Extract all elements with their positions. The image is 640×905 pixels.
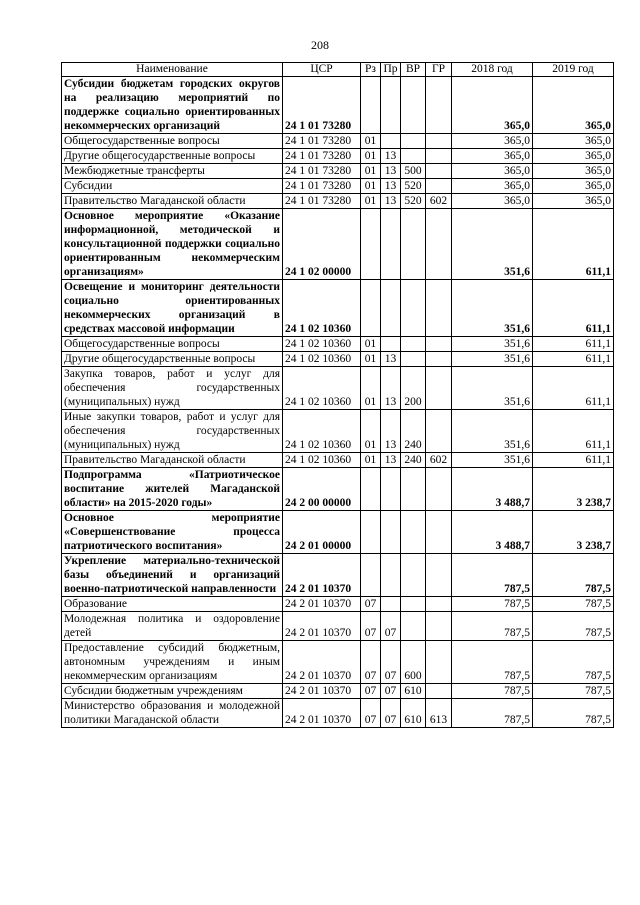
row-name: Субсидии бюджетным учреждениям bbox=[62, 684, 283, 699]
row-gr bbox=[426, 367, 452, 410]
row-csr: 24 2 01 10370 bbox=[283, 699, 361, 728]
table-row bbox=[62, 453, 614, 468]
row-csr: 24 1 01 73280 bbox=[283, 149, 361, 164]
row-name: Другие общегосударственные вопросы bbox=[62, 352, 283, 367]
row-gr bbox=[426, 164, 452, 179]
row-2018: 787,5 bbox=[452, 612, 533, 641]
row-rz bbox=[361, 468, 381, 511]
row-vr: 520 bbox=[401, 194, 426, 209]
row-vr bbox=[401, 554, 426, 597]
row-2019: 3 238,7 bbox=[533, 511, 614, 554]
row-pr bbox=[381, 337, 401, 352]
row-2019: 611,1 bbox=[533, 280, 614, 337]
row-gr: 602 bbox=[426, 453, 452, 468]
row-pr: 13 bbox=[381, 149, 401, 164]
row-2018: 787,5 bbox=[452, 554, 533, 597]
row-csr: 24 1 01 73280 bbox=[283, 194, 361, 209]
row-2018: 787,5 bbox=[452, 684, 533, 699]
row-gr: 602 bbox=[426, 194, 452, 209]
row-pr: 13 bbox=[381, 164, 401, 179]
row-2018: 3 488,7 bbox=[452, 468, 533, 511]
row-2018: 787,5 bbox=[452, 699, 533, 728]
row-vr bbox=[401, 134, 426, 149]
row-pr bbox=[381, 468, 401, 511]
row-2019: 787,5 bbox=[533, 597, 614, 612]
header-2018: 2018 год bbox=[452, 63, 533, 77]
row-csr: 24 1 02 00000 bbox=[283, 209, 361, 280]
row-vr bbox=[401, 209, 426, 280]
row-pr bbox=[381, 280, 401, 337]
row-2019: 365,0 bbox=[533, 194, 614, 209]
row-name: Общегосударственные вопросы bbox=[62, 134, 283, 149]
row-2018: 365,0 bbox=[452, 77, 533, 134]
row-csr: 24 1 02 10360 bbox=[283, 367, 361, 410]
table-row bbox=[62, 468, 614, 511]
row-gr bbox=[426, 77, 452, 134]
table-row bbox=[62, 554, 614, 597]
row-pr: 13 bbox=[381, 352, 401, 367]
row-name: Субсидии bbox=[62, 179, 283, 194]
table-row bbox=[62, 367, 614, 410]
row-2018: 351,6 bbox=[452, 280, 533, 337]
row-2019: 365,0 bbox=[533, 149, 614, 164]
header-csr: ЦСР bbox=[283, 63, 361, 77]
row-rz: 07 bbox=[361, 641, 381, 684]
row-gr bbox=[426, 134, 452, 149]
row-rz: 01 bbox=[361, 337, 381, 352]
row-2018: 787,5 bbox=[452, 597, 533, 612]
row-2018: 351,6 bbox=[452, 352, 533, 367]
row-name: Закупка товаров, работ и услуг для обеспечения государственных (муниципальных) нужд bbox=[62, 367, 283, 410]
row-csr: 24 2 01 10370 bbox=[283, 597, 361, 612]
row-name: Общегосударственные вопросы bbox=[62, 337, 283, 352]
row-rz bbox=[361, 209, 381, 280]
table-row bbox=[62, 699, 614, 728]
row-pr bbox=[381, 209, 401, 280]
table-row bbox=[62, 134, 614, 149]
row-rz bbox=[361, 77, 381, 134]
row-name: Правительство Магаданской области bbox=[62, 453, 283, 468]
header-pr: Пр bbox=[381, 63, 401, 77]
row-2019: 611,1 bbox=[533, 410, 614, 453]
row-gr bbox=[426, 468, 452, 511]
row-2019: 787,5 bbox=[533, 612, 614, 641]
row-csr: 24 1 01 73280 bbox=[283, 77, 361, 134]
row-2018: 351,6 bbox=[452, 453, 533, 468]
row-vr: 200 bbox=[401, 367, 426, 410]
row-csr: 24 1 02 10360 bbox=[283, 352, 361, 367]
table-row bbox=[62, 641, 614, 684]
table-row bbox=[62, 194, 614, 209]
row-2018: 351,6 bbox=[452, 209, 533, 280]
row-rz: 01 bbox=[361, 194, 381, 209]
header-2019: 2019 год bbox=[533, 63, 614, 77]
table-row bbox=[62, 612, 614, 641]
row-name: Молодежная политика и оздоровление детей bbox=[62, 612, 283, 641]
row-2018: 365,0 bbox=[452, 164, 533, 179]
row-vr: 520 bbox=[401, 179, 426, 194]
row-csr: 24 2 01 10370 bbox=[283, 641, 361, 684]
row-pr: 13 bbox=[381, 410, 401, 453]
row-name: Образование bbox=[62, 597, 283, 612]
row-2019: 611,1 bbox=[533, 209, 614, 280]
row-2019: 365,0 bbox=[533, 134, 614, 149]
row-pr bbox=[381, 134, 401, 149]
row-rz: 01 bbox=[361, 164, 381, 179]
row-2019: 611,1 bbox=[533, 352, 614, 367]
row-pr: 07 bbox=[381, 684, 401, 699]
row-rz: 07 bbox=[361, 612, 381, 641]
row-csr: 24 1 02 10360 bbox=[283, 280, 361, 337]
table-row bbox=[62, 77, 614, 134]
row-2018: 3 488,7 bbox=[452, 511, 533, 554]
row-pr: 13 bbox=[381, 367, 401, 410]
row-2018: 365,0 bbox=[452, 194, 533, 209]
row-gr bbox=[426, 209, 452, 280]
row-rz bbox=[361, 280, 381, 337]
row-vr: 240 bbox=[401, 410, 426, 453]
row-csr: 24 1 01 73280 bbox=[283, 134, 361, 149]
row-name: Укрепление материально-технической базы объединений и организаций военно-патриотической направленности bbox=[62, 554, 283, 597]
row-gr bbox=[426, 641, 452, 684]
row-gr bbox=[426, 597, 452, 612]
row-2019: 3 238,7 bbox=[533, 468, 614, 511]
row-2018: 365,0 bbox=[452, 149, 533, 164]
row-name: Межбюджетные трансферты bbox=[62, 164, 283, 179]
row-name: Иные закупки товаров, работ и услуг для обеспечения государственных (муниципальных) нужд bbox=[62, 410, 283, 453]
header-row bbox=[62, 63, 614, 77]
row-vr bbox=[401, 77, 426, 134]
row-2018: 787,5 bbox=[452, 641, 533, 684]
budget-table bbox=[61, 62, 614, 728]
row-gr bbox=[426, 179, 452, 194]
row-name: Предоставление субсидий бюджетным, автономным учреждениям и иным некоммерческим организациям bbox=[62, 641, 283, 684]
row-vr bbox=[401, 337, 426, 352]
table-row bbox=[62, 597, 614, 612]
row-csr: 24 2 01 10370 bbox=[283, 612, 361, 641]
row-rz bbox=[361, 554, 381, 597]
row-csr: 24 2 00 00000 bbox=[283, 468, 361, 511]
row-vr bbox=[401, 352, 426, 367]
table-row bbox=[62, 149, 614, 164]
row-2019: 787,5 bbox=[533, 684, 614, 699]
row-rz: 01 bbox=[361, 134, 381, 149]
row-rz: 01 bbox=[361, 352, 381, 367]
row-rz: 01 bbox=[361, 149, 381, 164]
row-rz bbox=[361, 511, 381, 554]
row-name: Освещение и мониторинг деятельности социально ориентированных некоммерческих организаций в средствах массовой информации bbox=[62, 280, 283, 337]
row-pr bbox=[381, 77, 401, 134]
row-pr: 13 bbox=[381, 179, 401, 194]
table-row bbox=[62, 410, 614, 453]
row-pr bbox=[381, 554, 401, 597]
page-number: 208 bbox=[311, 38, 329, 52]
row-2019: 365,0 bbox=[533, 179, 614, 194]
header-vr: ВР bbox=[401, 63, 426, 77]
row-name: Министерство образования и молодежной политики Магаданской области bbox=[62, 699, 283, 728]
header-rz: Рз bbox=[361, 63, 381, 77]
row-csr: 24 1 01 73280 bbox=[283, 164, 361, 179]
table-row bbox=[62, 209, 614, 280]
row-2018: 365,0 bbox=[452, 179, 533, 194]
row-name: Правительство Магаданской области bbox=[62, 194, 283, 209]
row-vr bbox=[401, 280, 426, 337]
row-rz: 01 bbox=[361, 367, 381, 410]
row-gr bbox=[426, 352, 452, 367]
row-2019: 787,5 bbox=[533, 641, 614, 684]
row-2019: 611,1 bbox=[533, 367, 614, 410]
row-2019: 611,1 bbox=[533, 337, 614, 352]
table-row bbox=[62, 164, 614, 179]
row-gr bbox=[426, 410, 452, 453]
header-gr: ГР bbox=[426, 63, 452, 77]
table-row bbox=[62, 179, 614, 194]
row-pr: 13 bbox=[381, 453, 401, 468]
row-pr: 13 bbox=[381, 194, 401, 209]
row-2018: 365,0 bbox=[452, 134, 533, 149]
row-vr: 500 bbox=[401, 164, 426, 179]
row-2019: 787,5 bbox=[533, 699, 614, 728]
row-vr: 610 bbox=[401, 699, 426, 728]
row-gr bbox=[426, 337, 452, 352]
row-rz: 07 bbox=[361, 699, 381, 728]
row-rz: 01 bbox=[361, 410, 381, 453]
row-gr: 613 bbox=[426, 699, 452, 728]
row-vr: 600 bbox=[401, 641, 426, 684]
table-body bbox=[62, 77, 614, 728]
row-name: Субсидии бюджетам городских округов на реализацию мероприятий по поддержке социально ориентированных некоммерческих организаций bbox=[62, 77, 283, 134]
row-pr: 07 bbox=[381, 699, 401, 728]
row-2018: 351,6 bbox=[452, 410, 533, 453]
row-pr bbox=[381, 511, 401, 554]
row-2018: 351,6 bbox=[452, 337, 533, 352]
row-csr: 24 2 01 10370 bbox=[283, 554, 361, 597]
table-row bbox=[62, 280, 614, 337]
row-vr bbox=[401, 612, 426, 641]
row-vr bbox=[401, 597, 426, 612]
row-gr bbox=[426, 684, 452, 699]
row-csr: 24 1 02 10360 bbox=[283, 337, 361, 352]
row-gr bbox=[426, 554, 452, 597]
row-vr: 610 bbox=[401, 684, 426, 699]
row-2019: 365,0 bbox=[533, 164, 614, 179]
row-gr bbox=[426, 511, 452, 554]
row-csr: 24 2 01 10370 bbox=[283, 684, 361, 699]
row-pr: 07 bbox=[381, 612, 401, 641]
row-name: Основное мероприятие «Оказание информационной, методической и консультационной поддержки социально ориентированным некоммерческим организациям» bbox=[62, 209, 283, 280]
table-row bbox=[62, 511, 614, 554]
row-2019: 365,0 bbox=[533, 77, 614, 134]
row-rz: 01 bbox=[361, 453, 381, 468]
row-csr: 24 1 02 10360 bbox=[283, 410, 361, 453]
table-row bbox=[62, 337, 614, 352]
row-gr bbox=[426, 280, 452, 337]
row-rz: 07 bbox=[361, 684, 381, 699]
row-rz: 07 bbox=[361, 597, 381, 612]
table-row bbox=[62, 352, 614, 367]
row-csr: 24 1 01 73280 bbox=[283, 179, 361, 194]
row-rz: 01 bbox=[361, 179, 381, 194]
row-2019: 787,5 bbox=[533, 554, 614, 597]
row-2018: 351,6 bbox=[452, 367, 533, 410]
row-name: Другие общегосударственные вопросы bbox=[62, 149, 283, 164]
row-vr bbox=[401, 468, 426, 511]
header-name: Наименование bbox=[62, 63, 283, 77]
row-csr: 24 2 01 00000 bbox=[283, 511, 361, 554]
row-vr bbox=[401, 149, 426, 164]
row-pr bbox=[381, 597, 401, 612]
table-row bbox=[62, 684, 614, 699]
row-csr: 24 1 02 10360 bbox=[283, 453, 361, 468]
row-vr: 240 bbox=[401, 453, 426, 468]
row-2019: 611,1 bbox=[533, 453, 614, 468]
row-name: Подпрограмма «Патриотическое воспитание жителей Магаданской области» на 2015-2020 годы» bbox=[62, 468, 283, 511]
row-gr bbox=[426, 612, 452, 641]
row-name: Основное мероприятие «Совершенствование процесса патриотического воспитания» bbox=[62, 511, 283, 554]
row-gr bbox=[426, 149, 452, 164]
row-pr: 07 bbox=[381, 641, 401, 684]
row-vr bbox=[401, 511, 426, 554]
